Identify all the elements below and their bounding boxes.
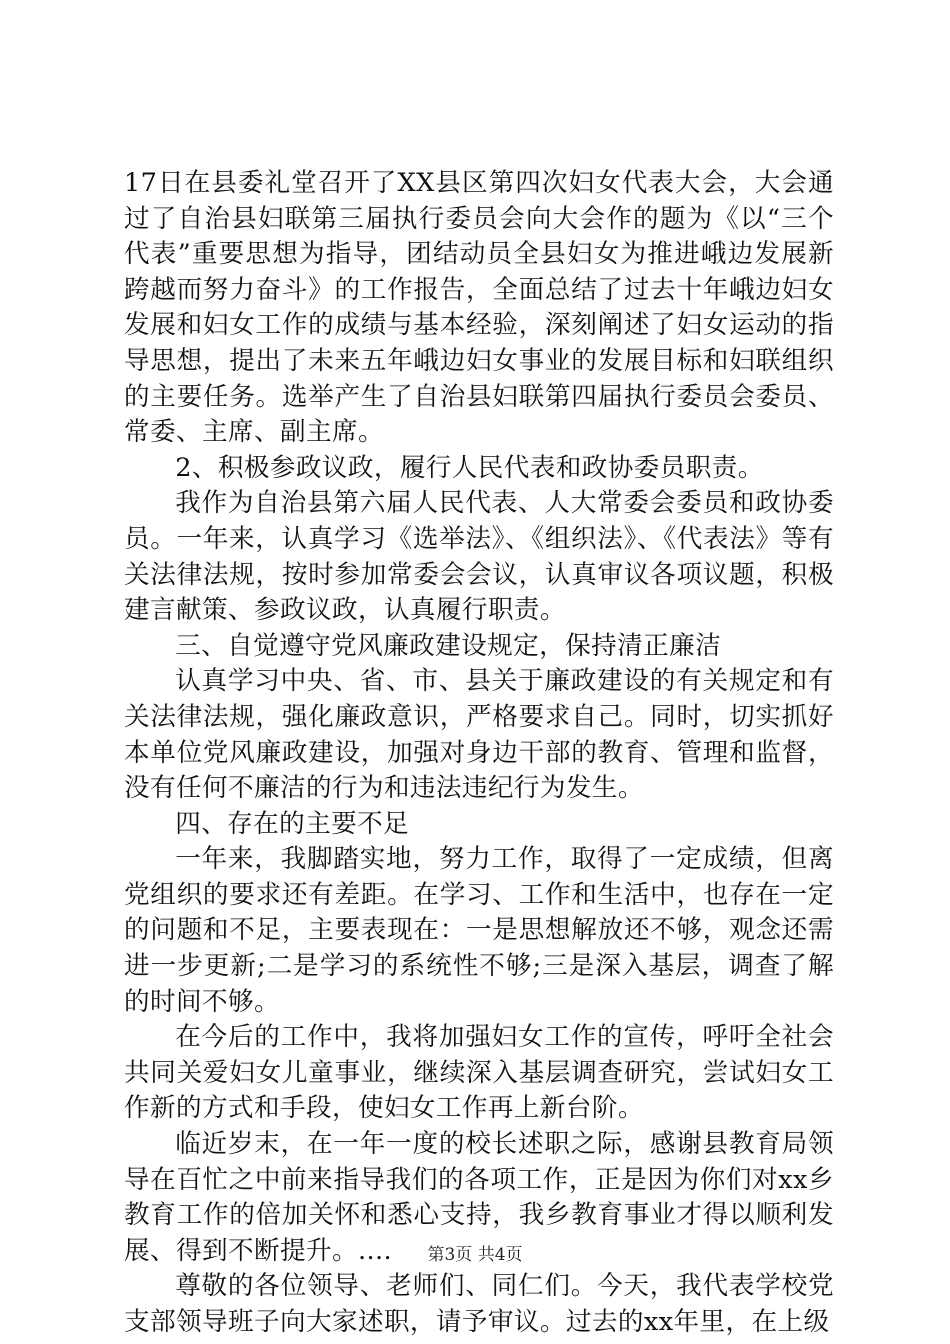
paragraph-meeting-summary: 17日在县委礼堂召开了XX县区第四次妇女代表大会，大会通过了自治县妇联第三届执行委员会向大会作的题为《以“三个代表”重要思想为指导，团结动员全县妇女为推进峨边发展新跨越而努力奋斗》的工作报告，全面总结了过去十年峨边妇女发展和妇女工作的成绩与基本经验，深刻阐述了妇女运动的指导思想，提出了未来五年峨边妇女事业的发展目标和妇联组织的主要任务。选举产生了自治县妇联第四届执行委员会委员、常委、主席、副主席。 [124,168,834,448]
heading-clean-governance: 三、自觉遵守党风廉政建设规定，保持清正廉洁 [175,630,722,661]
paragraph-shortcomings: 一年来，我脚踏实地，努力工作，取得了一定成绩，但离党组织的要求还有差距。在学习、工作和生活中，也存在一定的问题和不足，主要表现在：一是思想解放还不够，观念还需进一步更新;二是学习的系统性不够;三是深入基层，调查了解的时间不够。 [124,844,834,1017]
heading-participate-politics: 2、积极参政议政，履行人民代表和政协委员职责。 [175,452,764,483]
paragraph-future-work: 在今后的工作中，我将加强妇女工作的宣传，呼吁全社会共同关爱妇女儿童事业，继续深入基层调查研究，尝试妇女工作新的方式和手段，使妇女工作再上新台阶。 [124,1022,834,1124]
paragraph-report-opening: 尊敬的各位领导、老师们、同仁们。今天，我代表学校党支部领导班子向大家述职，请予审议。过去的xx年里，在上级 [124,1271,834,1337]
paragraph-representative-duties: 我作为自治县第六届人民代表、人大常委会委员和政协委员。一年来，认真学习《选举法》、《组织法》、《代表法》等有关法律法规，按时参加常委会会议，认真审议各项议题，积极建言献策、参政议政，认真履行职责。 [124,488,834,626]
paragraph-year-end-thanks: 临近岁末，在一年一度的校长述职之际，感谢县教育局领导在百忙之中前来指导我们的各项工作，正是因为你们对xx乡教育工作的倍加关怀和悉心支持，我乡教育事业才得以顺利发展、得到不断提升。.... [124,1129,834,1266]
heading-shortcomings: 四、存在的主要不足 [175,808,410,839]
document-body [124,166,834,1341]
paragraph-clean-governance: 认真学习中央、省、市、县关于廉政建设的有关规定和有关法律法规，强化廉政意识，严格要求自己。同时，切实抓好本单位党风廉政建设，加强对身边干部的教育、管理和监督，没有任何不廉洁的行为和违法违纪行为发生。 [124,666,834,804]
page-number-footer: 第3页 共4页 [427,1245,523,1265]
